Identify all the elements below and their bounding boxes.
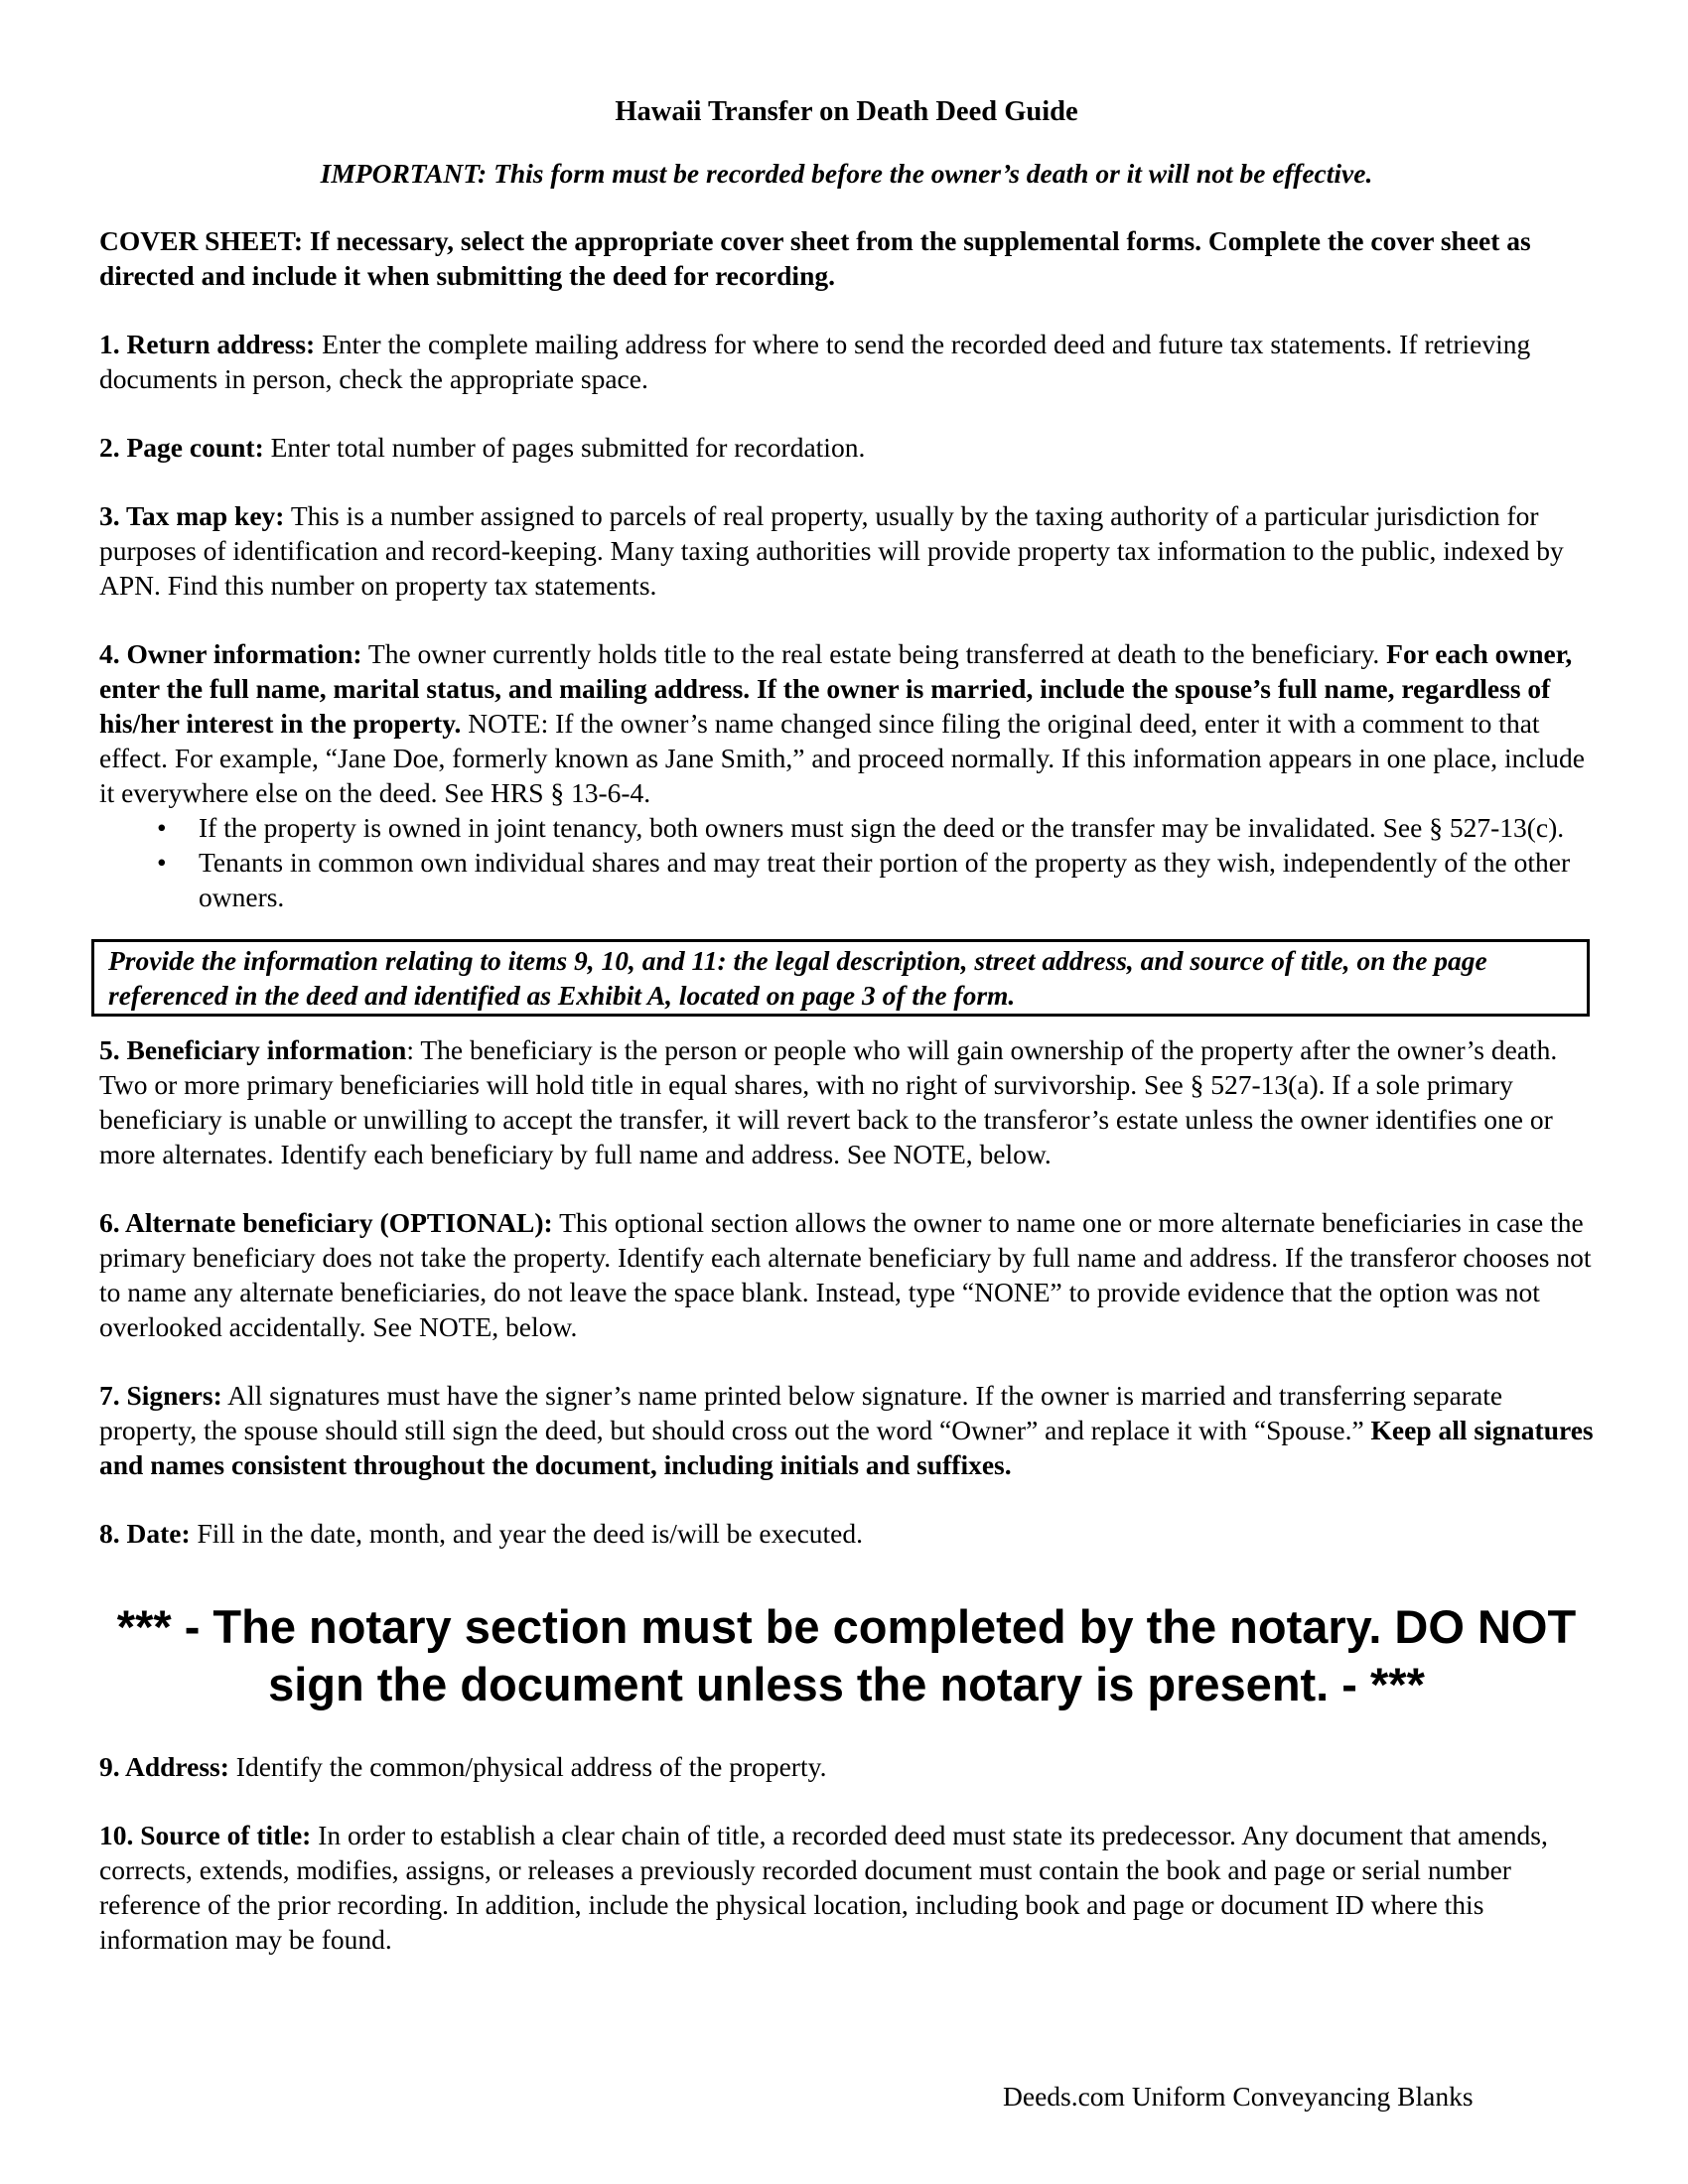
item-label: 3. Tax map key: bbox=[99, 500, 285, 531]
item-label: 6. Alternate beneficiary (OPTIONAL): bbox=[99, 1207, 553, 1238]
important-notice: IMPORTANT: This form must be recorded before the owner’s death or it will not be effective. bbox=[320, 158, 1373, 189]
item-tax-map-key bbox=[99, 498, 1594, 603]
item-label: 1. Return address: bbox=[99, 329, 316, 359]
list-item-text: Tenants in common own individual shares and may treat their portion of the property as they wish, independently of the other owners. bbox=[199, 847, 1571, 912]
item-text: NOTE: If the owner’s name changed since filing the original deed, enter it with a comment to that effect. For example, “Jane Doe, formerly known as Jane Smith,” and proceed normally. If this information appears in one place, include it everywhere else on the deed. See HRS § 13-6-4. bbox=[99, 708, 1585, 808]
item-source-of-title bbox=[99, 1818, 1594, 1957]
item-text: This is a number assigned to parcels of real property, usually by the taxing authority of a particular jurisdiction for purposes of identification and record-keeping. Many taxing authorities will provide property tax information to the public, indexed by APN. Find this number on property tax statements. bbox=[99, 500, 1564, 601]
list-item-text: If the property is owned in joint tenancy, both owners must sign the deed or the transfer may be invalidated. See § 527‑13(c). bbox=[199, 812, 1565, 843]
item-signers bbox=[99, 1378, 1594, 1482]
item-return-address bbox=[99, 327, 1594, 396]
item-address bbox=[99, 1749, 1594, 1784]
item-label: 8. Date: bbox=[99, 1518, 191, 1549]
notary-warning-line: sign the document unless the notary is present. - *** bbox=[268, 1658, 1425, 1710]
footer-attribution: Deeds.com Uniform Conveyancing Blanks bbox=[1003, 2081, 1474, 2112]
item-text: All signatures must have the signer’s name printed below signature. If the owner is married and transferring separate property, the spouse should still sign the deed, but should cross out the word “Owner” and replace it with “Spouse.” bbox=[99, 1380, 1503, 1445]
item-text: This optional section allows the owner to name one or more alternate beneficiaries in case the primary beneficiary does not take the property. Identify each alternate beneficiary by full name and address. If the transferor chooses not to name any alternate beneficiaries, do not leave the space blank. Instead, type “NONE” to provide evidence that the option was not overlooked accidentally. See NOTE, below. bbox=[99, 1207, 1592, 1342]
cover-sheet-instruction: COVER SHEET: If necessary, select the appropriate cover sheet from the supplemental forms. Complete the cover sheet as directed and include it when submitting the deed for recording. bbox=[99, 225, 1531, 291]
item-text: Fill in the date, month, and year the deed is/will be executed. bbox=[190, 1518, 864, 1549]
notary-warning-line: *** - The notary section must be completed by the notary. DO NOT bbox=[116, 1600, 1577, 1653]
item-page-count bbox=[99, 430, 1594, 465]
item-text: In order to establish a clear chain of title, a recorded deed must state its predecessor. Any document that amends, corrects, extends, modifies, assigns, or releases a previously recorded document must contain the book and page or serial number reference of the prior recording. In addition, include the physical location, including book and page or document ID where this information may be found. bbox=[99, 1820, 1548, 1955]
item-text: Identify the common/physical address of the property. bbox=[228, 1751, 827, 1782]
item-owner-information bbox=[99, 636, 1594, 810]
list-item bbox=[99, 845, 1594, 914]
item-label: 5. Beneficiary information bbox=[99, 1034, 407, 1065]
item-text: Enter total number of pages submitted for recordation. bbox=[263, 432, 866, 463]
list-item bbox=[99, 810, 1594, 845]
owner-bullet-list bbox=[99, 810, 1594, 914]
item-beneficiary-information bbox=[99, 1032, 1594, 1171]
item-label: 7. Signers: bbox=[99, 1380, 222, 1411]
item-text: : The beneficiary is the person or people who will gain ownership of the property after the owner’s death. Two or more primary beneficiaries will hold title in equal shares, with no right of survivorship. See § 527‑13(a). If a sole primary beneficiary is unable or unwilling to accept the transfer, it will revert back to the transferor’s estate unless the owner identifies one or more alternates. Identify each beneficiary by full name and address. See NOTE, below. bbox=[99, 1034, 1558, 1169]
notary-warning bbox=[99, 1598, 1594, 1713]
item-label: 2. Page count: bbox=[99, 432, 264, 463]
item-alternate-beneficiary bbox=[99, 1205, 1594, 1344]
item-emphasis: Keep all signatures and names consistent throughout the document, including initials and suffixes. bbox=[99, 1415, 1594, 1480]
item-date bbox=[99, 1516, 1594, 1551]
bullet-icon: • bbox=[157, 847, 167, 878]
document-title: Hawaii Transfer on Death Deed Guide bbox=[615, 96, 1078, 127]
item-label: 4. Owner information: bbox=[99, 638, 362, 669]
exhibit-a-notice-text: Provide the information relating to items 9, 10, and 11: the legal description, street address, and source of title, on the page referenced in the deed and identified as Exhibit A, located on page 3 of the form. bbox=[108, 945, 1487, 1011]
item-label: 10. Source of title: bbox=[99, 1820, 312, 1850]
bullet-icon: • bbox=[157, 812, 167, 843]
item-text: Enter the complete mailing address for where to send the recorded deed and future tax statements. If retrieving documents in person, check the appropriate space. bbox=[99, 329, 1531, 394]
document-page bbox=[99, 94, 1594, 1957]
item-emphasis: For each owner, enter the full name, marital status, and mailing address. If the owner is married, include the spouse’s full name, regardless of his/her interest in the property. bbox=[99, 638, 1573, 739]
item-text: The owner currently holds title to the real estate being transferred at death to the beneficiary. bbox=[361, 638, 1387, 669]
exhibit-a-notice-box bbox=[91, 939, 1590, 1017]
item-label: 9. Address: bbox=[99, 1751, 229, 1782]
